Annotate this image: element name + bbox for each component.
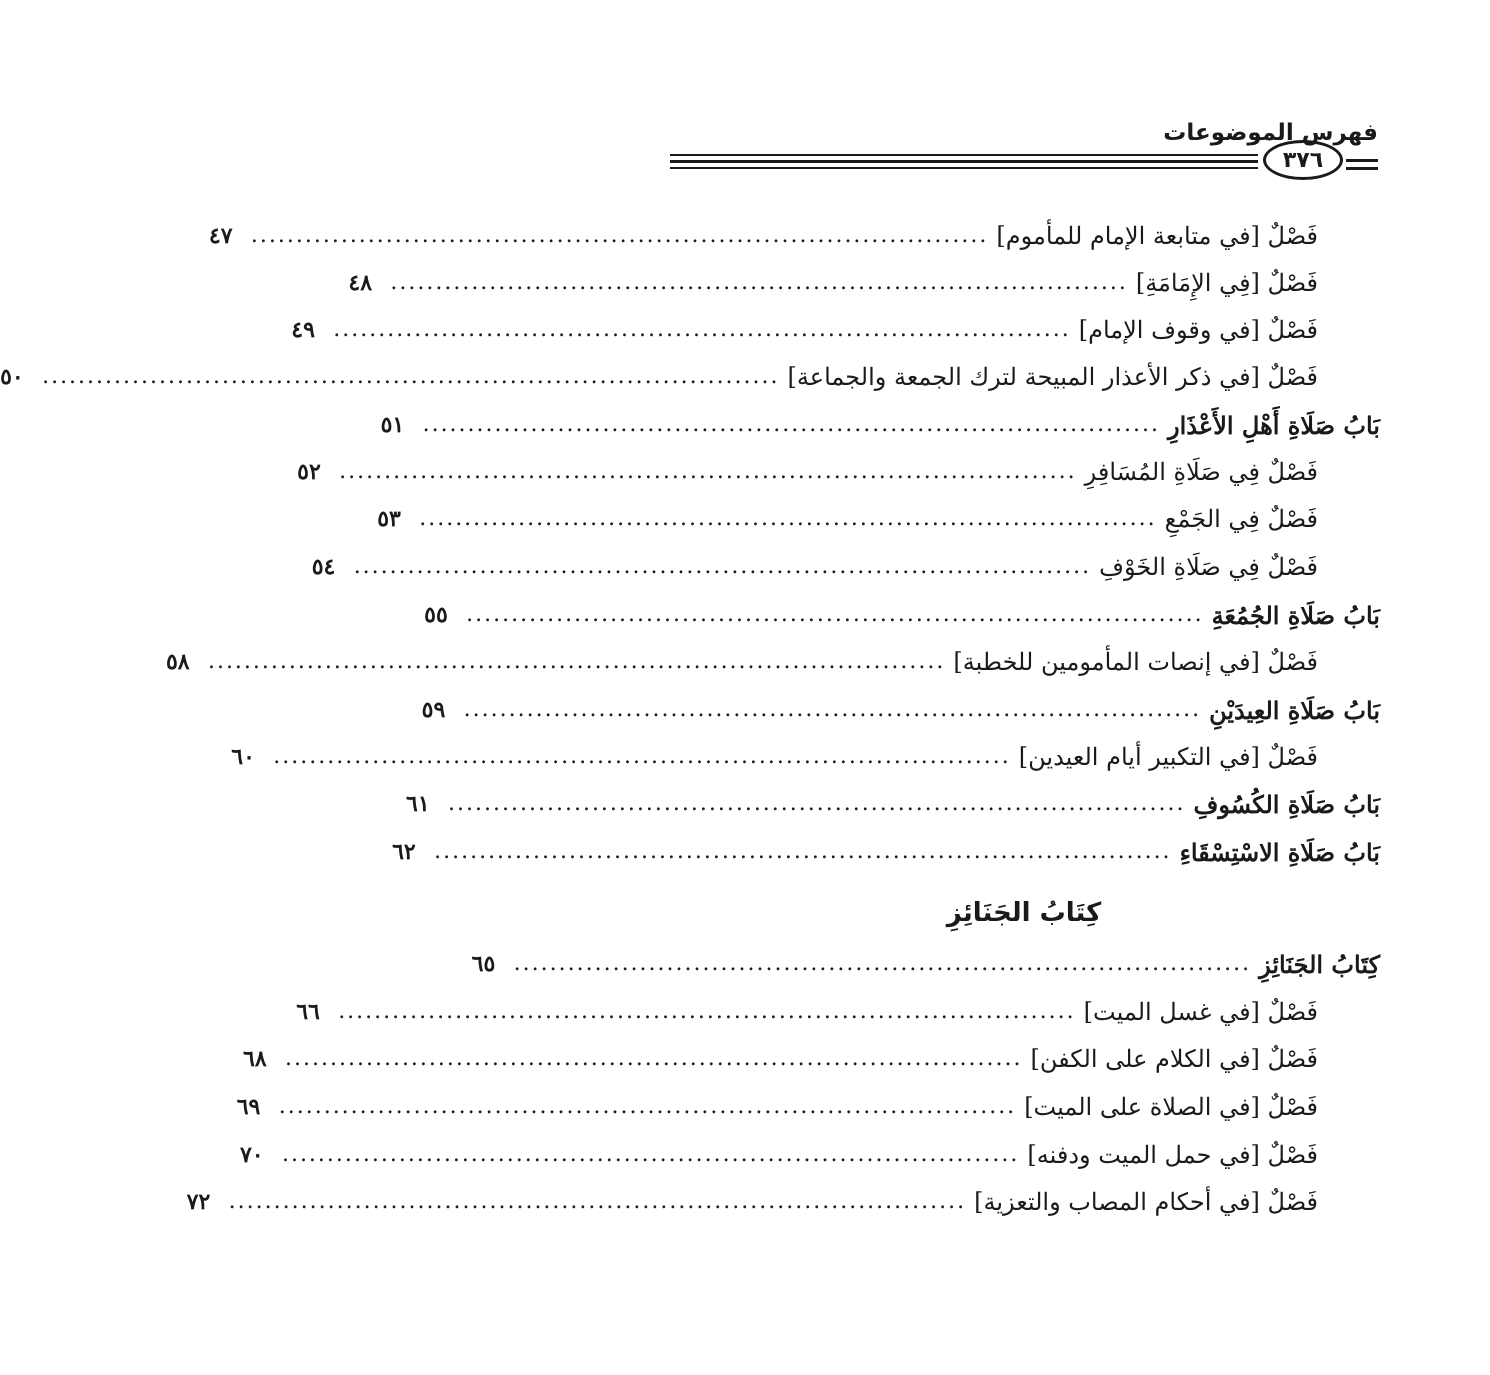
leader-dots: .................................................................................. bbox=[419, 506, 1157, 531]
toc-entry-title: بَابُ صَلَاةِ أَهْلِ الأَعْذَارِ bbox=[1168, 410, 1380, 440]
header-title: فهرس الموضوعات bbox=[1163, 120, 1378, 146]
leader-dots: .................................................................................. bbox=[513, 951, 1252, 976]
leader-dots: .................................................................................. bbox=[42, 364, 780, 389]
toc-entry-page: ٥٤ bbox=[311, 554, 336, 580]
toc-entry[interactable] bbox=[236, 1085, 1318, 1129]
toc-entry[interactable] bbox=[186, 1180, 1318, 1224]
toc-entry-title: فَصْلٌ [في متابعة الإمام للمأموم] bbox=[996, 222, 1318, 250]
toc-entry-page: ٦٦ bbox=[296, 999, 320, 1025]
header-rule-short bbox=[1346, 167, 1378, 170]
leader-dots: .................................................................................. bbox=[390, 270, 1128, 295]
page-header bbox=[670, 112, 1378, 194]
toc-entry-page: ٤٩ bbox=[291, 317, 315, 343]
leader-dots: .................................................................................. bbox=[434, 839, 1172, 864]
toc-entry-page: ٥٨ bbox=[165, 649, 190, 675]
leader-dots: .................................................................................. bbox=[273, 744, 1011, 769]
toc-entry-page: ٧٠ bbox=[239, 1142, 264, 1168]
toc-entry[interactable] bbox=[291, 308, 1318, 352]
toc-entry-page: ٥٥ bbox=[424, 602, 448, 628]
toc-entry-title: فَصْلٌ [في أحكام المصاب والتعزية] bbox=[974, 1188, 1318, 1216]
leader-dots: .................................................................................. bbox=[278, 1094, 1017, 1119]
toc-entry-page: ٥٣ bbox=[377, 506, 401, 532]
toc-entry-page: ٦٨ bbox=[243, 1046, 267, 1072]
header-rule bbox=[670, 154, 1258, 156]
toc-entry-title: بَابُ صَلَاةِ الجُمُعَةِ bbox=[1211, 600, 1380, 630]
toc-entry-title: فَصْلٌ [في الكلام على الكفن] bbox=[1030, 1045, 1318, 1073]
toc-entry-title: فَصْلٌ [في إنصات المأمومين للخطبة] bbox=[953, 648, 1318, 676]
leader-dots: .................................................................................. bbox=[338, 999, 1076, 1024]
toc-chapter[interactable] bbox=[392, 830, 1380, 874]
page-number: ٣٧٦ bbox=[1263, 140, 1343, 180]
toc-entry-title: فَصْلٌ [في حمل الميت ودفنه] bbox=[1027, 1141, 1318, 1169]
toc-entry[interactable] bbox=[243, 1037, 1318, 1081]
toc-chapter[interactable] bbox=[406, 782, 1380, 826]
leader-dots: .................................................................................. bbox=[448, 791, 1186, 816]
leader-dots: .................................................................................. bbox=[333, 317, 1071, 342]
toc-entry-page: ٦١ bbox=[406, 791, 430, 817]
toc-entry[interactable] bbox=[208, 214, 1318, 258]
toc-entry-title: فَصْلٌ [في الصلاة على الميت] bbox=[1024, 1093, 1318, 1121]
toc-entry-title: فَصْلٌ فِي الجَمْعِ bbox=[1164, 505, 1318, 533]
toc-entry-title: كِتَابُ الجَنَائِزِ bbox=[1259, 949, 1380, 979]
leader-dots: .................................................................................. bbox=[250, 223, 989, 248]
header-rule-short bbox=[1346, 159, 1378, 162]
toc-entry-page: ٥٠ bbox=[0, 364, 24, 390]
toc-entry-title: فَصْلٌ [في وقوف الإمام] bbox=[1078, 316, 1318, 344]
toc-entry-title: فَصْلٌ فِي صَلَاةِ المُسَافِرِ bbox=[1084, 458, 1318, 486]
toc-entry[interactable] bbox=[0, 355, 1318, 399]
toc-entry-page: ٦٥ bbox=[471, 951, 496, 977]
leader-dots: .................................................................................. bbox=[463, 697, 1202, 722]
toc-entry-page: ٤٨ bbox=[348, 270, 373, 296]
header-rule bbox=[670, 160, 1258, 163]
toc-entry-page: ٦٠ bbox=[231, 744, 255, 770]
toc-entry[interactable] bbox=[231, 735, 1318, 779]
toc-entry-page: ٦٩ bbox=[236, 1094, 261, 1120]
leader-dots: .................................................................................. bbox=[353, 554, 1092, 579]
toc-chapter[interactable] bbox=[380, 403, 1380, 447]
toc-entry-title: فَصْلٌ [في ذكر الأعذار المبيحة لترك الجمعة والجماعة] bbox=[787, 363, 1318, 391]
toc-entry-title: فَصْلٌ [في التكبير أيام العيدين] bbox=[1018, 743, 1318, 771]
toc-entry-title: بَابُ صَلَاةِ الاسْتِسْقَاءِ bbox=[1179, 837, 1380, 867]
leader-dots: .................................................................................. bbox=[285, 1046, 1023, 1071]
toc-entry-page: ٤٧ bbox=[208, 223, 233, 249]
toc-entry[interactable] bbox=[297, 450, 1318, 494]
section-heading: كِتَابُ الجَنَائِزِ bbox=[946, 898, 1102, 928]
leader-dots: .................................................................................. bbox=[207, 649, 946, 674]
header-rule bbox=[670, 167, 1258, 169]
toc-entry-page: ٦٢ bbox=[392, 839, 416, 865]
leader-dots: .................................................................................. bbox=[339, 459, 1077, 484]
toc-chapter[interactable] bbox=[471, 942, 1380, 986]
toc-entry[interactable] bbox=[296, 990, 1318, 1034]
toc-entry-page: ٥١ bbox=[380, 412, 405, 438]
toc-entry-page: ٧٢ bbox=[186, 1189, 211, 1215]
toc-entry-page: ٥٩ bbox=[421, 697, 446, 723]
toc-entry[interactable] bbox=[165, 640, 1318, 684]
toc-entry-title: فَصْلٌ [فِي الإِمَامَةِ] bbox=[1135, 269, 1318, 297]
leader-dots: .................................................................................. bbox=[228, 1189, 967, 1214]
leader-dots: .................................................................................. bbox=[281, 1142, 1020, 1167]
toc-entry[interactable] bbox=[348, 261, 1318, 305]
toc-entry-title: فَصْلٌ [في غسل الميت] bbox=[1083, 998, 1318, 1026]
toc-entry-title: بَابُ صَلَاةِ العِيدَيْنِ bbox=[1209, 695, 1380, 725]
toc-entry-page: ٥٢ bbox=[297, 459, 321, 485]
toc-chapter[interactable] bbox=[421, 688, 1380, 732]
toc-entry-title: بَابُ صَلَاةِ الكُسُوفِ bbox=[1193, 789, 1380, 819]
toc-entry-title: فَصْلٌ فِي صَلَاةِ الخَوْفِ bbox=[1099, 553, 1318, 581]
toc-entry[interactable] bbox=[311, 545, 1318, 589]
leader-dots: .................................................................................. bbox=[466, 602, 1204, 627]
leader-dots: .................................................................................. bbox=[422, 412, 1161, 437]
toc-chapter[interactable] bbox=[424, 593, 1380, 637]
toc-entry[interactable] bbox=[377, 497, 1318, 541]
toc-entry[interactable] bbox=[239, 1133, 1318, 1177]
